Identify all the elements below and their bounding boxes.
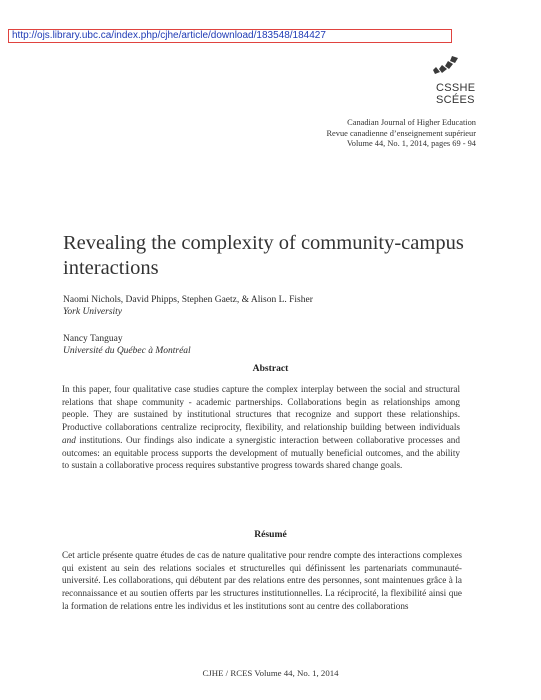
authors-2: Nancy Tanguay	[63, 334, 123, 344]
author-block-1	[63, 294, 313, 318]
url-bar[interactable]: http://ojs.library.ubc.ca/index.php/cjhe/article/download/183548/184427	[8, 29, 452, 43]
affiliation-1: York University	[63, 307, 123, 317]
abstract-text-part2: institutions. Our findings also indicate a synergistic interaction between collaborative processes and outcomes: an equitable process supports the development of mutually beneficial outcomes, and the ability to sustain a collaborative process requires substantive progress towards shared change goals.	[62, 434, 460, 471]
author-block-2	[63, 333, 191, 357]
logo-line2: SCÉES	[436, 94, 475, 106]
resume-text: Cet article présente quatre études de cas de nature qualitative pour rendre compte des interactions complexes qui existent au sein des relations sociales et structurelles qui définissent les partenariats communauté-université. Les collaborations, qui débutent par des relations entre des personnes, sont maintenues grâce à la reconnaissance et au soutien offerts par les structures institutionnelles. La réciprocité, la flexibilité ainsi que la formation de relations entre les individus et les institutions sont au centre des collaborations	[62, 550, 462, 611]
journal-info	[326, 118, 476, 150]
journal-name-fr: Revue canadienne d’enseignement supérieur	[326, 128, 476, 138]
abstract-text-emphasis: and	[62, 434, 76, 445]
logo-line1: CSSHE	[436, 82, 476, 94]
abstract-text-part1: In this paper, four qualitative case studies capture the complex interplay between the social and structural relations that shape community - academic partnerships. Collaborations begin as relationships among people. They are sustained by institutional structures that recognize and support these relationships. Productive collaborations centralize reciprocity, flexibility, and relationship building between individuals	[62, 384, 460, 433]
authors-1: Naomi Nichols, David Phipps, Stephen Gaetz, & Alison L. Fisher	[63, 295, 313, 305]
journal-volume: Volume 44, No. 1, 2014, pages 69 - 94	[346, 139, 476, 148]
logo-text	[436, 82, 475, 106]
journal-name-en: Canadian Journal of Higher Education	[347, 118, 476, 127]
affiliation-2: Université du Québec à Montréal	[63, 346, 191, 356]
abstract-text	[62, 383, 460, 472]
abstract-heading: Abstract	[252, 363, 289, 374]
article-title: Revealing the complexity of community-campus interactions	[63, 232, 464, 279]
page-footer: CJHE / RCES Volume 44, No. 1, 2014	[202, 668, 339, 678]
resume-heading: Résumé	[254, 529, 287, 540]
